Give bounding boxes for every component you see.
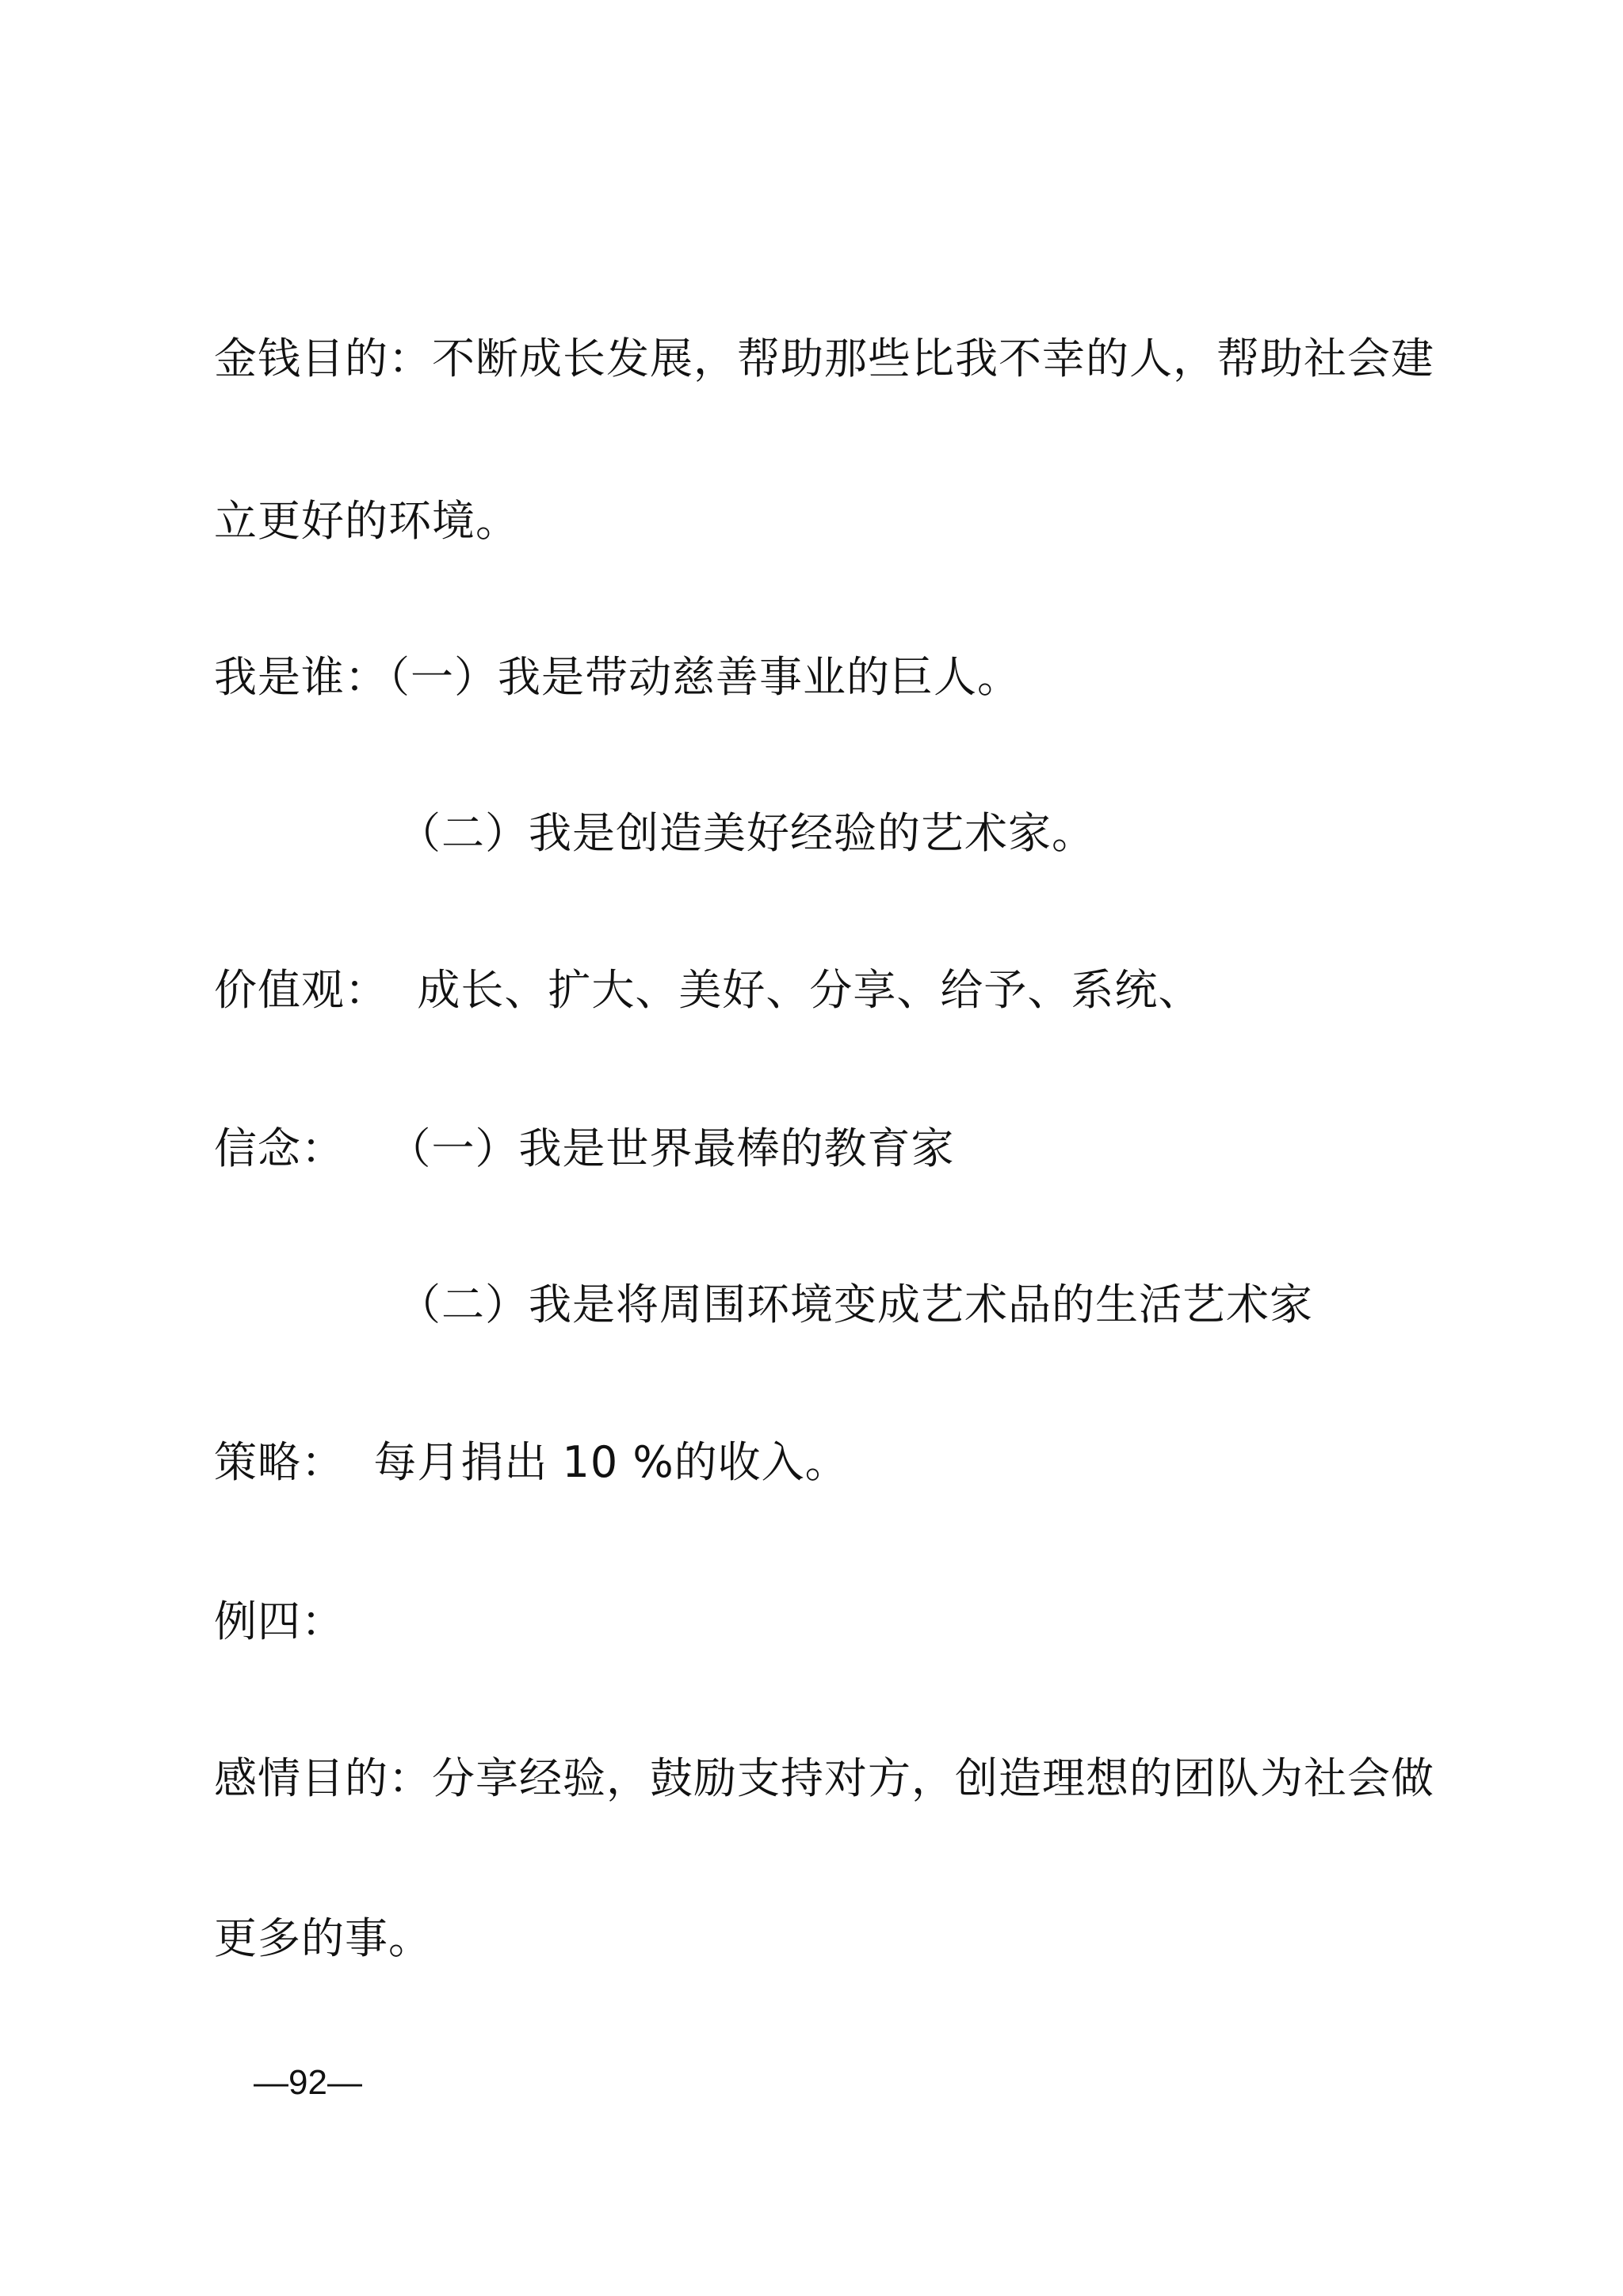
money-purpose-line-2: 立更好的环境。 (214, 496, 519, 546)
strategy-line: 策略： 每月捐出 10 %的收入。 (214, 1437, 849, 1487)
emotion-purpose-line-2: 更多的事。 (214, 1913, 432, 1963)
values-line: 价值观： 成长、扩大、美好、分享、给予、系统、 (214, 965, 1202, 1015)
example-four-heading: 例四： (214, 1596, 345, 1646)
money-purpose-line-1: 金钱目的：不断成长发展，帮助那些比我不幸的人，帮助社会建 (214, 334, 1434, 383)
emotion-purpose-line-1: 感情目的：分享经验，鼓励支持对方，创造理想的团队为社会做 (214, 1753, 1434, 1803)
beliefs-line-2: （二）我是将周围环境变成艺术品的生活艺术家 (398, 1280, 1313, 1329)
who-am-i-line-1: 我是谁：（一）我是带动慈善事业的巨人。 (214, 652, 1021, 702)
beliefs-line-1: 信念： （一）我是世界最棒的教育家 (214, 1123, 955, 1173)
page-number: —92— (254, 2063, 362, 2102)
who-am-i-line-2: （二）我是创造美好经验的艺术家。 (398, 808, 1095, 858)
